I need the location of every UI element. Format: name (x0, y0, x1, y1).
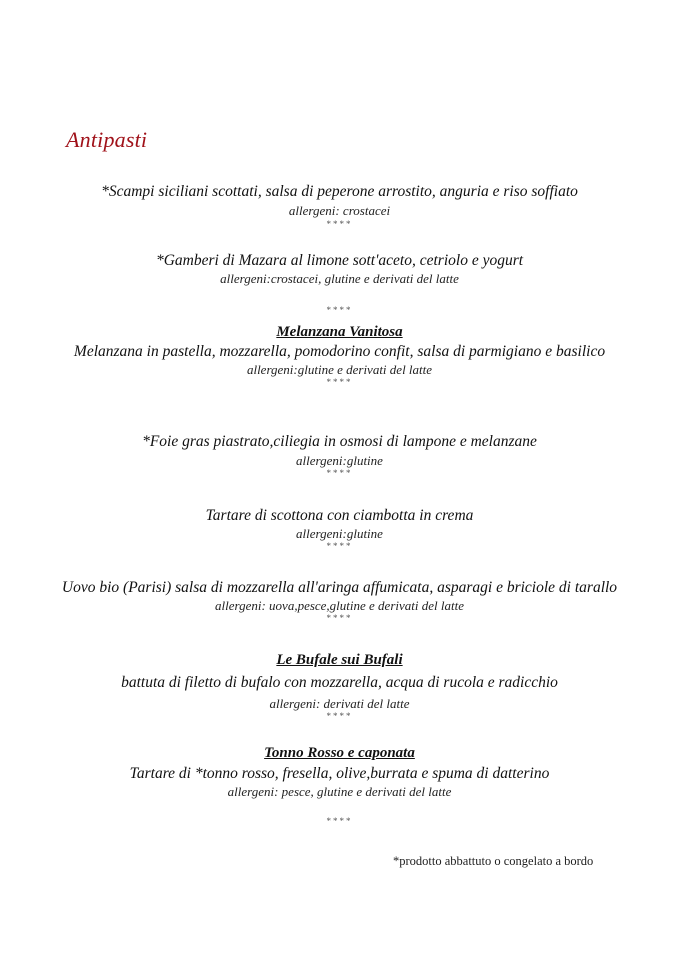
dish-name: Le Bufale sui Bufali (276, 652, 403, 668)
dish-description: Melanzana in pastella, mozzarella, pomodorino confit, salsa di parmigiano e basilico (73, 343, 606, 360)
separator: **** (326, 613, 353, 623)
separator: **** (326, 305, 353, 315)
dish-description: battuta di filetto di bufalo con mozzarella, acqua di rucola e radicchio (121, 674, 558, 691)
dish-allergens: allergeni: pesce, glutine e derivati del latte (227, 784, 452, 799)
dish-allergens: allergeni:glutine e derivati del latte (246, 362, 433, 377)
dish-description: Tartare di scottona con ciambotta in crema (205, 507, 474, 524)
dish-description: *Gamberi di Mazara al limone sott'aceto, cetriolo e yogurt (155, 252, 524, 269)
dish-description: *Scampi siciliani scottati, salsa di peperone arrostito, anguria e riso soffiato (101, 183, 578, 200)
dish-description: Uovo bio (Parisi) salsa di mozzarella all'aringa affumicata, asparagi e briciole di tarallo (61, 579, 618, 596)
separator: **** (326, 816, 353, 826)
dish-allergens: allergeni:crostacei, glutine e derivati del latte (220, 271, 459, 286)
dish-allergens: allergeni: derivati del latte (269, 696, 410, 711)
separator: **** (326, 541, 353, 551)
dish-allergens: allergeni: crostacei (288, 203, 391, 218)
section-title: Antipasti (66, 127, 148, 152)
dish-allergens: allergeni:glutine (296, 453, 383, 468)
dish-description: Tartare di *tonno rosso, fresella, olive,burrata e spuma di datterino (129, 765, 550, 782)
separator: **** (326, 377, 353, 387)
dish-allergens: allergeni:glutine (296, 526, 383, 541)
dish-name: Tonno Rosso e caponata (264, 745, 415, 761)
separator: **** (326, 711, 353, 721)
dish-name: Melanzana Vanitosa (276, 324, 403, 340)
dish-description: *Foie gras piastrato,ciliegia in osmosi di lampone e melanzane (142, 433, 537, 450)
footnote: *prodotto abbattuto o congelato a bordo (393, 854, 594, 868)
dish-allergens: allergeni: uova,pesce,glutine e derivati del latte (215, 598, 464, 613)
separator: **** (326, 219, 353, 229)
separator: **** (326, 468, 353, 478)
